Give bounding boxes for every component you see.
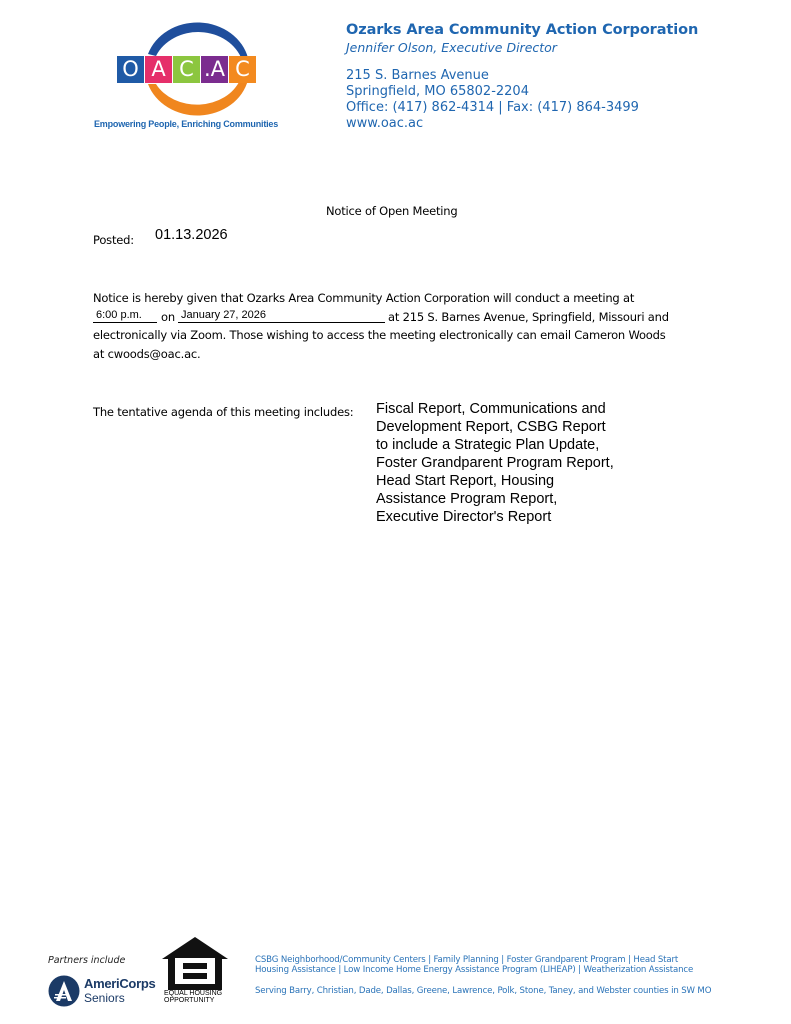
website-link[interactable]: www.oac.ac [346, 116, 424, 131]
equal-housing-logo [161, 936, 229, 1011]
notice-paragraph-line1: Notice is hereby given that Ozarks Area Community Action Corporation will conduct a meeting at [93, 291, 635, 305]
service-area: Serving Barry, Christian, Dade, Dallas, Greene, Lawrence, Polk, Stone, Taney, and Webster counties in SW MO [255, 986, 712, 996]
meeting-date-field[interactable]: January 27, 2026 [178, 308, 385, 323]
partners-label: Partners include [48, 955, 126, 966]
posted-label: Posted: [93, 233, 134, 247]
logo-letter-c: C [173, 56, 200, 83]
agenda-label: The tentative agenda of this meeting includes: [93, 405, 354, 419]
notice-title: Notice of Open Meeting [326, 204, 458, 218]
americorps-seniors-logo [48, 975, 163, 1009]
logo-arc-orange [148, 80, 248, 116]
logo-letter-o: O [117, 56, 144, 83]
logo-letter-a: A [145, 56, 172, 83]
logo-letter-dot-a: .A [201, 56, 228, 83]
americorps-text: AmeriCorps [84, 976, 156, 991]
eho-text-line2: OPPORTUNITY [164, 997, 215, 1004]
americorps-icon [48, 975, 80, 1007]
seniors-text: Seniors [84, 991, 125, 1005]
notice-paragraph-line4: at cwoods@oac.ac. [93, 347, 201, 361]
meeting-time-field[interactable]: 6:00 p.m. [93, 308, 157, 323]
notice-paragraph-line3: electronically via Zoom. Those wishing to access the meeting electronically can email Cameron Woods [93, 328, 666, 342]
house-icon [161, 936, 229, 991]
address-line2: Springfield, MO 65802-2204 [346, 84, 529, 99]
executive-director: Jennifer Olson, Executive Director [346, 40, 557, 55]
agenda-field[interactable]: Fiscal Report, Communications and Development Report, CSBG Report to include a Strategic Plan Update, Foster Grandparent Program Report, Head Start Report, Housing Assistance Program Report, Executive Director's Report [376, 401, 614, 525]
programs-line2: Housing Assistance | Low Income Home Energy Assistance Program (LIHEAP) | Weatherization Assistance [255, 965, 694, 975]
logo-tagline: Empowering People, Enriching Communities [94, 119, 279, 129]
programs-line1: CSBG Neighborhood/Community Centers | Family Planning | Foster Grandparent Program | Head Start [255, 955, 679, 965]
phone-fax: Office: (417) 862-4314 | Fax: (417) 864-3499 [346, 100, 639, 115]
posted-date-field[interactable]: 01.13.2026 [155, 227, 228, 243]
logo-arc-blue [148, 22, 248, 60]
logo-letter-c2: C [229, 56, 256, 83]
eho-text-line1: EQUAL HOUSING [164, 990, 223, 997]
address-line1: 215 S. Barnes Avenue [346, 68, 489, 83]
on-word: on [161, 310, 175, 324]
notice-paragraph-line2: at 215 S. Barnes Avenue, Springfield, Missouri and [388, 310, 669, 324]
oacac-logo [86, 18, 286, 133]
org-name: Ozarks Area Community Action Corporation [346, 22, 699, 38]
